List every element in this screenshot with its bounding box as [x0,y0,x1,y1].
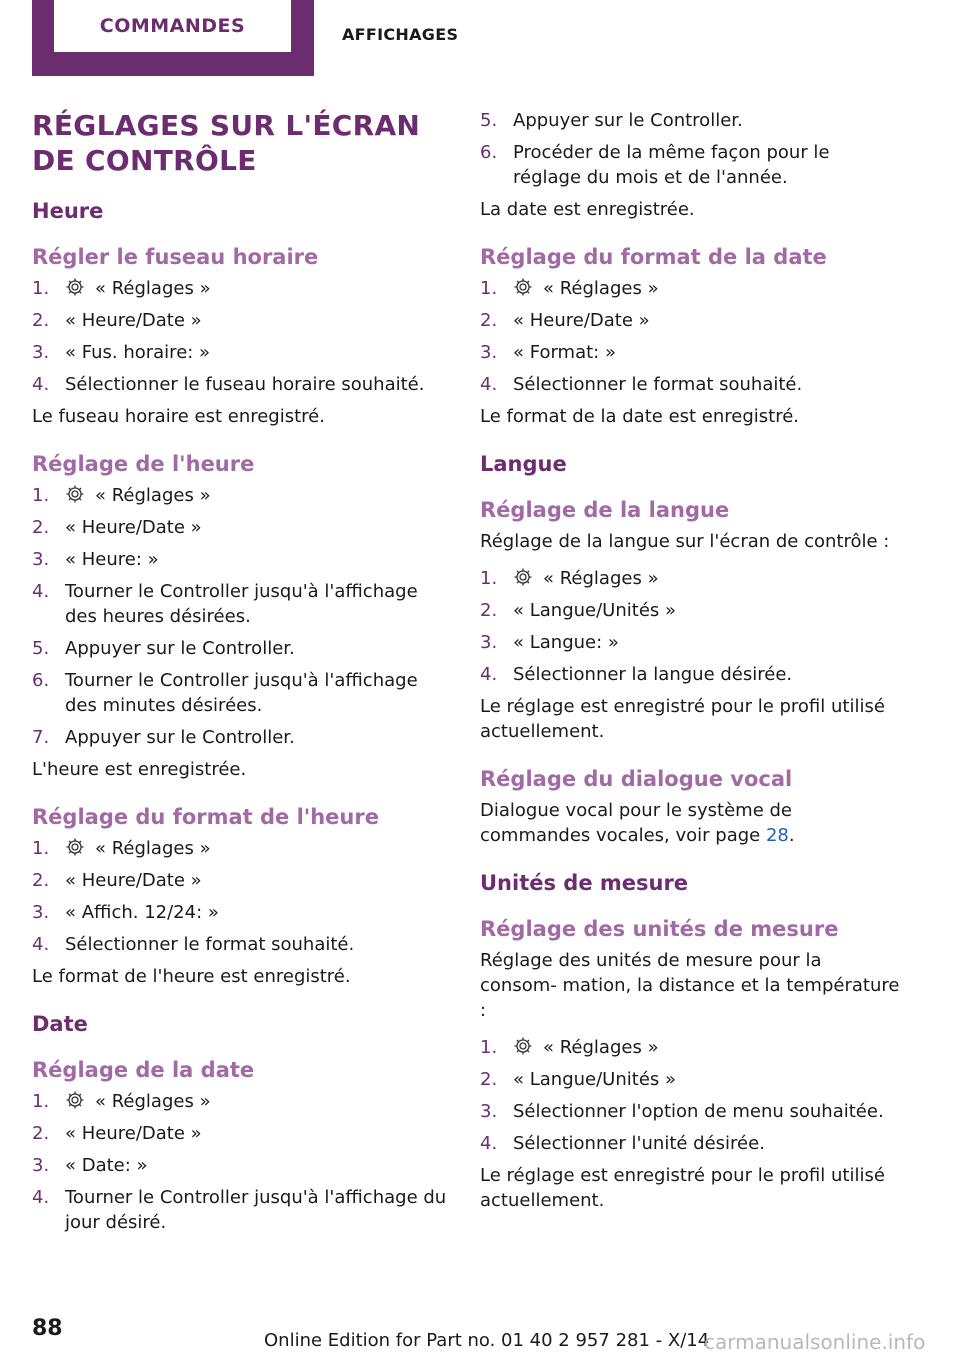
step-text [65,308,447,333]
step-number: 2. [32,1123,50,1144]
step-label: « Heure/Date » [65,310,202,331]
step-label: « Réglages » [95,278,211,299]
gear-icon [65,1090,85,1110]
date-cont-steps [480,108,900,190]
step-label: « Heure/Date » [513,310,650,331]
list-item [32,932,447,957]
section-heure-heading: Heure [32,199,104,223]
step-text [65,1089,447,1114]
footer-edition: Online Edition for Part no. 01 40 2 957 281 - X/14 [264,1330,710,1351]
format-heure-steps [32,836,447,957]
format-date-heading: Réglage du format de la date [480,245,827,269]
format-heure-heading: Réglage du format de l'heure [32,805,379,829]
list-item [32,547,447,572]
reglage-date-steps [32,1089,447,1235]
step-label: Procéder de la même façon pour le réglage du mois et de l'année. [513,142,830,188]
step-number: 5. [480,110,498,131]
step-number: 2. [32,870,50,891]
step-text [513,308,900,333]
list-item [32,276,447,301]
list-item [480,340,900,365]
list-item [32,836,447,861]
list-item [32,372,447,397]
reglage-langue-steps [480,566,900,687]
step-text [65,1185,447,1235]
dialogue-text-after: . [788,825,795,846]
reglage-heure-steps [32,483,447,750]
step-label: « Langue/Unités » [513,600,677,621]
date-cont-result: La date est enregistrée. [480,199,695,220]
step-label: « Fus. horaire: » [65,342,211,363]
step-label: Sélectionner la langue désirée. [513,664,793,685]
step-text [513,140,900,190]
step-label: « Réglages » [543,568,659,589]
fuseau-steps [32,276,447,397]
left-column [32,108,447,1242]
reglage-unites-intro: Réglage des unités de mesure pour la consom‐ mation, la distance et la température : [480,950,900,1021]
step-text [65,483,447,508]
fuseau-result: Le fuseau horaire est enregistré. [32,406,325,427]
step-text [513,598,900,623]
section-date-heading: Date [32,1012,88,1036]
dialogue-heading: Réglage du dialogue vocal [480,767,793,791]
step-number: 4. [480,664,498,685]
step-number: 3. [32,1155,50,1176]
step-number: 2. [480,310,498,331]
gear-icon [513,567,533,587]
list-item [480,276,900,301]
step-label: Appuyer sur le Controller. [513,110,743,131]
gear-icon [65,484,85,504]
section-unites-heading: Unités de mesure [480,871,689,895]
reglage-unites-heading: Réglage des unités de mesure [480,917,839,941]
reglage-heure-heading: Réglage de l'heure [32,452,255,476]
step-number: 1. [32,838,50,859]
step-label: Tourner le Controller jusqu'à l'affichage des heures désirées. [65,581,418,627]
step-label: « Réglages » [95,485,211,506]
list-item [480,1131,900,1156]
step-number: 1. [480,278,498,299]
reglage-langue-intro: Réglage de la langue sur l'écran de contrôle : [480,531,890,552]
gear-icon [65,277,85,297]
step-text [513,372,900,397]
watermark: carmanualsonline.info [704,1330,926,1354]
step-label: « Langue/Unités » [513,1069,677,1090]
list-item [32,579,447,629]
list-item [32,1121,447,1146]
list-item [480,108,900,133]
tab-commandes[interactable] [32,0,314,76]
reglage-langue-heading: Réglage de la langue [480,498,730,522]
format-date-result: Le format de la date est enregistré. [480,406,800,427]
step-number: 3. [480,632,498,653]
tab-commandes-label: COMMANDES [54,0,291,52]
step-label: « Réglages » [543,278,659,299]
step-number: 2. [480,600,498,621]
list-item [480,1067,900,1092]
list-item [480,308,900,333]
gear-icon [65,837,85,857]
reglage-heure-result: L'heure est enregistrée. [32,759,247,780]
step-label: Tourner le Controller jusqu'à l'affichage du jour désiré. [65,1187,447,1233]
list-item [480,662,900,687]
step-number: 3. [480,1101,498,1122]
gear-icon [513,277,533,297]
step-number: 2. [32,310,50,331]
list-item [32,668,447,718]
page-title: RÉGLAGES SUR L'ÉCRAN DE CONTRÔLE [32,109,421,177]
step-text [513,1067,900,1092]
step-number: 1. [480,568,498,589]
step-number: 6. [480,142,498,163]
list-item [480,598,900,623]
step-number: 4. [32,934,50,955]
step-label: « Réglages » [543,1037,659,1058]
reglage-langue-result: Le réglage est enregistré pour le profil utilisé actuellement. [480,696,885,742]
step-number: 3. [32,549,50,570]
list-item [32,483,447,508]
list-item [32,1089,447,1114]
step-label: Tourner le Controller jusqu'à l'affichage des minutes désirées. [65,670,418,716]
dialogue-text-before: Dialogue vocal pour le système de commandes vocales, voir page [480,800,792,846]
step-label: Sélectionner le fuseau horaire souhaité. [65,374,425,395]
step-text [65,836,447,861]
step-text [65,725,447,750]
step-number: 1. [32,1091,50,1112]
gear-icon [513,1036,533,1056]
step-number: 1. [32,278,50,299]
step-label: Appuyer sur le Controller. [65,638,295,659]
step-number: 3. [32,342,50,363]
step-text [513,108,900,133]
step-text [65,636,447,661]
step-text [65,276,447,301]
step-label: « Heure: » [65,549,159,570]
step-text [65,579,447,629]
list-item [32,1153,447,1178]
step-text [513,566,900,591]
step-number: 3. [480,342,498,363]
step-text [513,276,900,301]
step-label: « Langue: » [513,632,619,653]
list-item [480,566,900,591]
step-number: 2. [480,1069,498,1090]
page-number: 88 [32,1316,63,1341]
right-column [480,108,900,1235]
step-number: 1. [32,485,50,506]
step-text [65,372,447,397]
step-label: « Date: » [65,1155,148,1176]
list-item [32,340,447,365]
step-label: Sélectionner l'option de menu souhaitée. [513,1101,884,1122]
step-text [513,1099,900,1124]
step-number: 7. [32,727,50,748]
step-number: 4. [32,581,50,602]
step-label: « Réglages » [95,838,211,859]
list-item [32,1185,447,1235]
step-text [513,340,900,365]
step-label: Sélectionner le format souhaité. [513,374,803,395]
page-link[interactable]: 28 [765,825,789,846]
step-text [65,547,447,572]
step-text [513,630,900,655]
step-number: 4. [480,374,498,395]
format-date-steps [480,276,900,397]
step-number: 2. [32,517,50,538]
step-text [65,668,447,718]
step-number: 1. [480,1037,498,1058]
step-number: 4. [480,1133,498,1154]
step-label: « Affich. 12/24: » [65,902,219,923]
format-heure-result: Le format de l'heure est enregistré. [32,966,351,987]
step-text [513,1035,900,1060]
step-text [65,932,447,957]
step-label: Sélectionner l'unité désirée. [513,1133,765,1154]
step-number: 4. [32,374,50,395]
step-text [65,515,447,540]
tab-affichages[interactable]: AFFICHAGES [342,25,459,44]
step-text [65,868,447,893]
step-label: Appuyer sur le Controller. [65,727,295,748]
section-langue-heading: Langue [480,452,567,476]
list-item [32,868,447,893]
step-label: « Heure/Date » [65,870,202,891]
list-item [480,630,900,655]
step-label: « Heure/Date » [65,517,202,538]
step-number: 5. [32,638,50,659]
list-item [32,636,447,661]
step-label: Sélectionner le format souhaité. [65,934,355,955]
list-item [480,1099,900,1124]
step-text [513,662,900,687]
fuseau-heading: Régler le fuseau horaire [32,245,319,269]
step-number: 6. [32,670,50,691]
list-item [32,900,447,925]
step-text [513,1131,900,1156]
list-item [32,308,447,333]
list-item [480,372,900,397]
list-item [32,515,447,540]
reglage-unites-steps [480,1035,900,1156]
step-label: « Réglages » [95,1091,211,1112]
step-text [65,1121,447,1146]
step-number: 3. [32,902,50,923]
step-text [65,1153,447,1178]
step-number: 4. [32,1187,50,1208]
dialogue-text [480,798,900,848]
list-item [480,1035,900,1060]
reglage-date-heading: Réglage de la date [32,1058,255,1082]
step-label: « Heure/Date » [65,1123,202,1144]
list-item [480,140,900,190]
step-text [65,900,447,925]
step-text [65,340,447,365]
step-label: « Format: » [513,342,616,363]
list-item [32,725,447,750]
reglage-unites-result: Le réglage est enregistré pour le profil utilisé actuellement. [480,1165,885,1211]
